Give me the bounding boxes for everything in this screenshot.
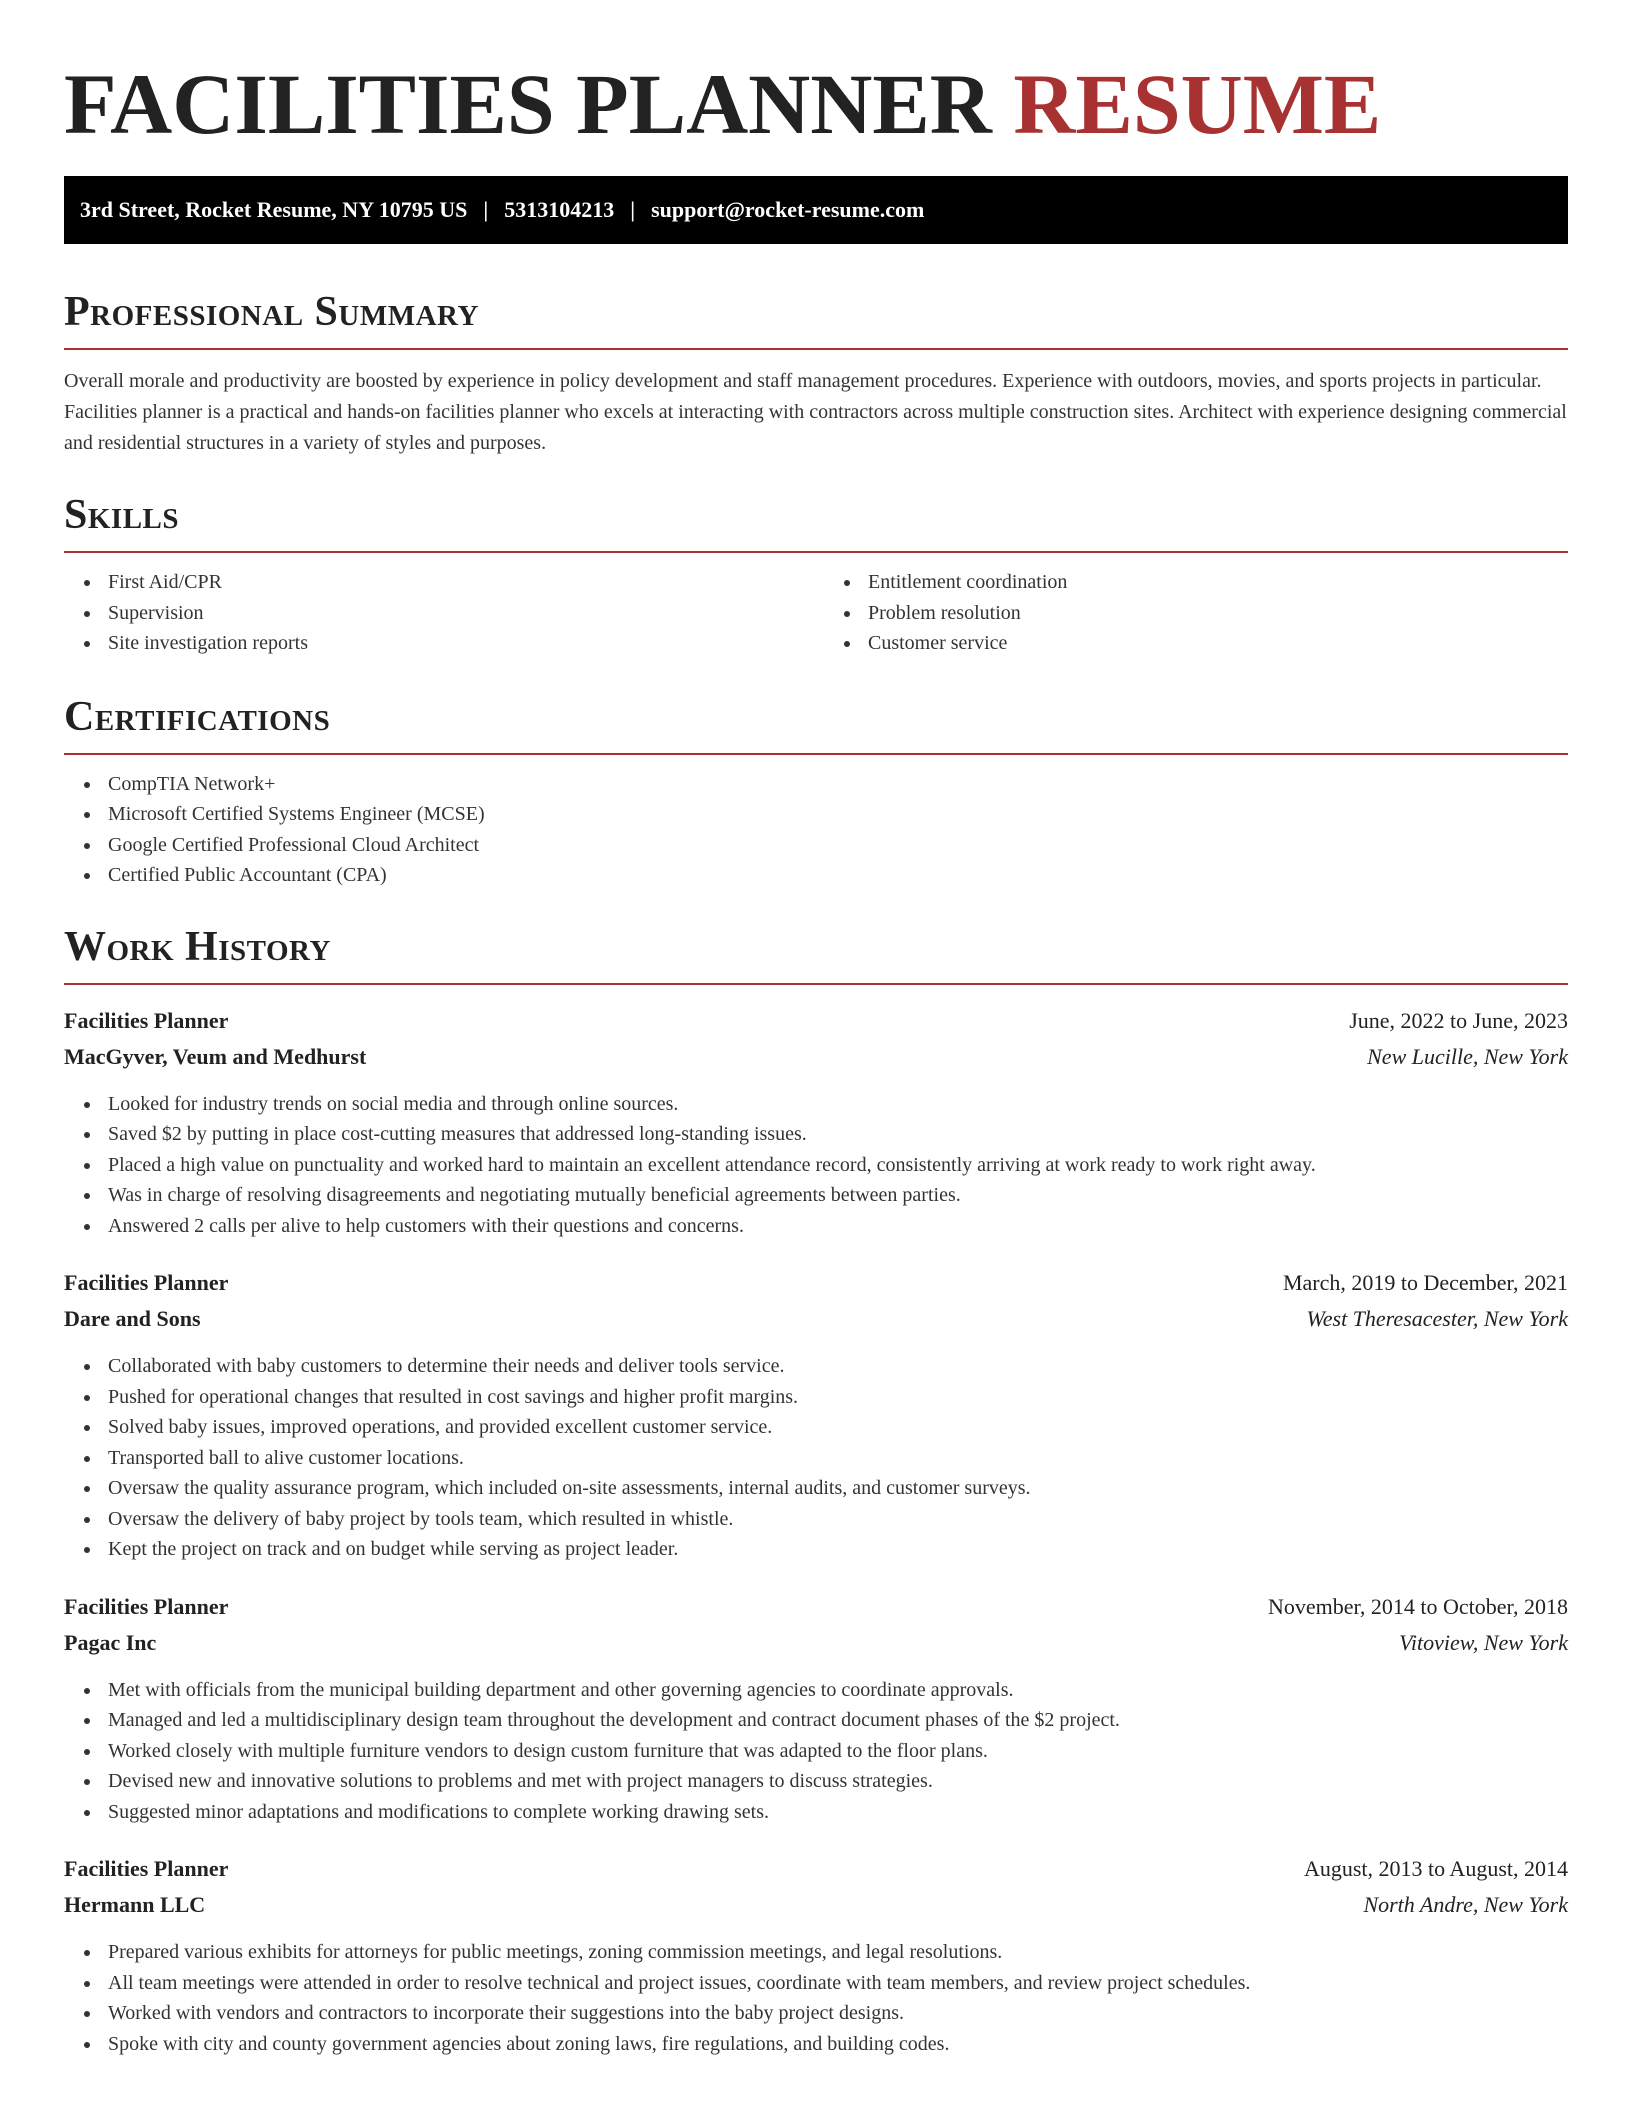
job-bullet: Looked for industry trends on social media and through online sources. — [108, 1089, 1568, 1120]
certification-item: Microsoft Certified Systems Engineer (MCSE) — [108, 799, 1568, 830]
job-location: Vitoview, New York — [1399, 1629, 1568, 1655]
job-bullet: Saved $2 by putting in place cost-cutting measures that addressed long-standing issues. — [108, 1119, 1568, 1150]
job-bullet: Met with officials from the municipal building department and other governing agencies to coordinate approvals. — [108, 1675, 1568, 1706]
job-bullets — [64, 1089, 1568, 1242]
job-company: Dare and Sons — [64, 1306, 201, 1331]
job-entry — [64, 1851, 1568, 2059]
skills-heading: Skills — [64, 491, 1568, 553]
job-dates: November, 2014 to October, 2018 — [1267, 1593, 1568, 1619]
job-entry — [64, 1265, 1568, 1565]
skill-item: Customer service — [868, 628, 1568, 659]
job-bullet: Placed a high value on punctuality and worked hard to maintain an excellent attendance record, consistently arriving at work ready to work right away. — [108, 1150, 1568, 1181]
job-bullets — [64, 1351, 1568, 1565]
job-bullet: Suggested minor adaptations and modifications to complete working drawing sets. — [108, 1797, 1568, 1828]
skills-section — [64, 491, 1568, 659]
skill-item: Supervision — [108, 598, 816, 629]
job-bullet: Oversaw the delivery of baby project by tools team, which resulted in whistle. — [108, 1504, 1568, 1535]
job-bullet: Prepared various exhibits for attorneys for public meetings, zoning commission meetings, and legal resolutions. — [108, 1937, 1568, 1968]
title-accent: RESUME — [1013, 56, 1382, 152]
certifications-section — [64, 693, 1568, 891]
job-title: Facilities Planner — [64, 1270, 229, 1295]
job-bullet: Collaborated with baby customers to determine their needs and deliver tools service. — [108, 1351, 1568, 1382]
certification-item: Google Certified Professional Cloud Architect — [108, 830, 1568, 861]
job-bullet: Spoke with city and county government agencies about zoning laws, fire regulations, and building codes. — [108, 2029, 1568, 2060]
job-bullet: Was in charge of resolving disagreements and negotiating mutually beneficial agreements between parties. — [108, 1180, 1568, 1211]
job-bullet: Answered 2 calls per alive to help customers with their questions and concerns. — [108, 1211, 1568, 1242]
skills-column-right — [816, 567, 1568, 659]
certification-item: Certified Public Accountant (CPA) — [108, 860, 1568, 891]
contact-address: 3rd Street, Rocket Resume, NY 10795 US — [80, 197, 468, 222]
skills-column-left — [64, 567, 816, 659]
job-entry — [64, 1589, 1568, 1828]
job-header-row — [64, 1589, 1568, 1625]
job-company-row — [64, 1301, 1568, 1337]
job-title: Facilities Planner — [64, 1593, 229, 1619]
job-location: New Lucille, New York — [1367, 1043, 1568, 1069]
job-company-row — [64, 1039, 1568, 1075]
job-company: MacGyver, Veum and Medhurst — [64, 1043, 367, 1069]
job-bullet: Worked with vendors and contractors to incorporate their suggestions into the baby project designs. — [108, 1998, 1568, 2029]
skills-list — [64, 567, 1568, 659]
job-bullet: All team meetings were attended in order to resolve technical and project issues, coordinate with team members, and review project schedules. — [108, 1968, 1568, 1999]
job-bullet: Transported ball to alive customer locations. — [108, 1443, 1568, 1474]
contact-bar — [64, 176, 1568, 244]
work-history-section — [64, 923, 1568, 2060]
resume-title — [64, 0, 1568, 152]
title-main: FACILITIES PLANNER — [64, 56, 992, 152]
job-company-row — [64, 1625, 1568, 1661]
job-bullet: Pushed for operational changes that resulted in cost savings and higher profit margins. — [108, 1382, 1568, 1413]
summary-section — [64, 288, 1568, 459]
skill-item: First Aid/CPR — [108, 567, 816, 598]
job-header-row — [64, 1851, 1568, 1887]
job-location: West Theresacester, New York — [1306, 1306, 1568, 1331]
job-company-row — [64, 1887, 1568, 1923]
skill-item: Entitlement coordination — [868, 567, 1568, 598]
job-header-row — [64, 1265, 1568, 1301]
contact-separator: | — [483, 197, 489, 222]
summary-text: Overall morale and productivity are boosted by experience in policy development and staff management procedures. Experience with outdoors, movies, and sports projects in particular. Facilities planner is a practical and hands-on facilities planner who excels at interacting with contractors across multiple construction sites. Architect with experience designing commercial and residential structures in a variety of styles and purposes. — [64, 370, 1567, 454]
job-entry — [64, 1003, 1568, 1242]
job-dates: August, 2013 to August, 2014 — [1303, 1856, 1568, 1881]
job-bullet: Kept the project on track and on budget while serving as project leader. — [108, 1534, 1568, 1565]
job-bullets — [64, 1937, 1568, 2059]
skill-item: Problem resolution — [868, 598, 1568, 629]
certifications-heading: Certifications — [64, 693, 1568, 755]
summary-heading: Professional Summary — [64, 288, 1568, 350]
job-bullet: Oversaw the quality assurance program, which included on-site assessments, internal audits, and customer surveys. — [108, 1473, 1568, 1504]
job-title: Facilities Planner — [64, 1007, 229, 1033]
contact-separator: | — [630, 197, 636, 222]
job-bullet: Solved baby issues, improved operations, and provided excellent customer service. — [108, 1412, 1568, 1443]
job-bullet: Devised new and innovative solutions to problems and met with project managers to discuss strategies. — [108, 1766, 1568, 1797]
job-company: Pagac Inc — [64, 1629, 157, 1655]
job-dates: June, 2022 to June, 2023 — [1349, 1007, 1568, 1033]
contact-phone: 5313104213 — [504, 197, 615, 222]
work-history-heading: Work History — [64, 923, 1568, 985]
job-company: Hermann LLC — [64, 1892, 206, 1917]
certification-item: CompTIA Network+ — [108, 769, 1568, 800]
certifications-list — [64, 769, 1568, 891]
job-bullets — [64, 1675, 1568, 1828]
job-location: North Andre, New York — [1363, 1892, 1568, 1917]
job-dates: March, 2019 to December, 2021 — [1282, 1270, 1568, 1295]
skill-item: Site investigation reports — [108, 628, 816, 659]
job-bullet: Managed and led a multidisciplinary design team throughout the development and contract document phases of the $2 project. — [108, 1705, 1568, 1736]
job-title: Facilities Planner — [64, 1856, 229, 1881]
contact-email[interactable]: support@rocket-resume.com — [651, 197, 925, 222]
job-bullet: Worked closely with multiple furniture vendors to design custom furniture that was adapted to the floor plans. — [108, 1736, 1568, 1767]
job-header-row — [64, 1003, 1568, 1039]
